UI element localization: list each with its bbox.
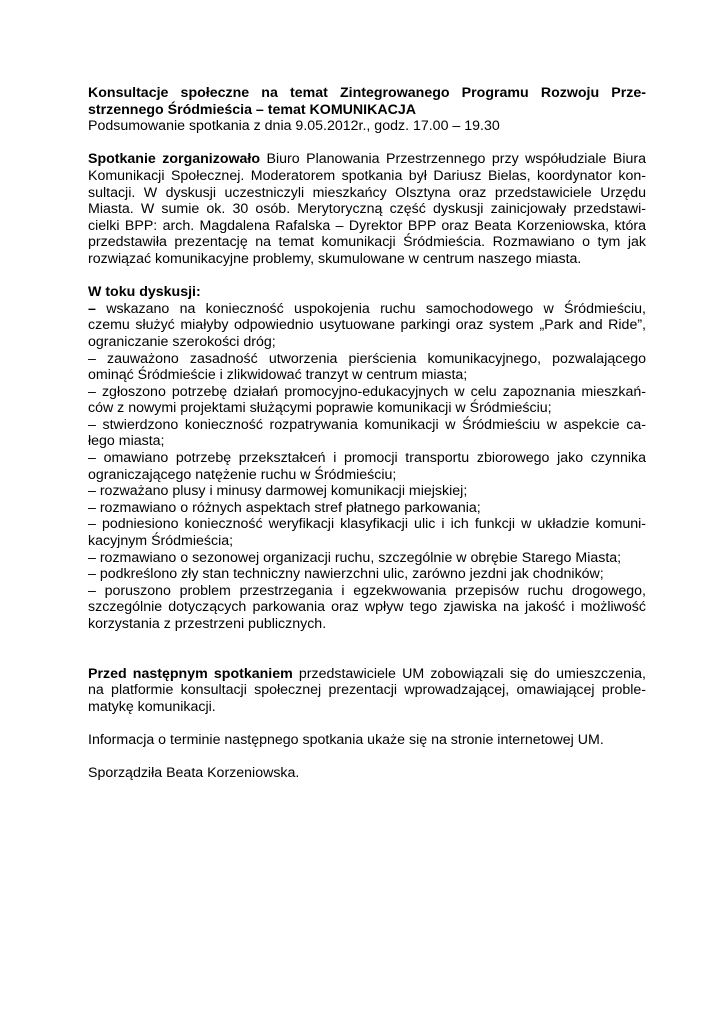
discussion-line-20: korzystania z przestrzeni publicznych.: [88, 616, 327, 632]
author-signature: Sporządziła Beata Korzeniowska.: [88, 765, 300, 782]
intro-paragraph: [88, 151, 646, 267]
discussion-line-1-text: wskazano na konieczność uspokojenia ruchu samochodowego w Śródmieściu,: [95, 300, 646, 317]
next-meeting-line-1-text: przedstawiciele UM zobowiązali się do umieszczenia,: [292, 665, 646, 682]
discussion-line-9: łego miasta;: [88, 433, 165, 450]
discussion-section: [88, 284, 646, 632]
discussion-line-1: [88, 301, 646, 318]
discussion-line-16: – rozmawiano o sezonowej organizacji ruchu, szczególnie w obrębie Starego Miasta;: [88, 549, 622, 566]
intro-line-1: [88, 151, 646, 168]
next-meeting-paragraph: [88, 666, 646, 716]
discussion-line-12: – rozważano plusy i minusy darmowej komunikacji miejskiej;: [88, 483, 468, 500]
next-meeting-line-2: na platformie konsultacji społecznej prezentacji wprowadzającej, omawiającej proble-: [88, 682, 646, 699]
title-line-1: Konsultacje społeczne na temat Zintegrowanego Programu Rozwoju Prze-: [88, 85, 646, 101]
discussion-line-6: – zgłoszono potrzebę działań promocyjno-edukacyjnych w celu zapoznania mieszkań-: [88, 383, 646, 400]
next-meeting-lead: Przed następnym spotkaniem: [88, 665, 293, 682]
discussion-line-15: kacyjnym Śródmieścia;: [88, 533, 234, 550]
document-title: [88, 85, 646, 135]
intro-line-3: sultacji. W dyskusji uczestniczyli mieszkańcy Olsztyna oraz przedstawiciele Urzędu: [88, 184, 646, 201]
discussion-line-19: szczególnie dotyczących parkowania oraz wpływ tego zjawiska na jakość i możliwość: [88, 599, 646, 616]
intro-line-6: przedstawiła prezentację na temat komunikacji Śródmieścia. Rozmawiano o tym jak: [88, 234, 646, 251]
document-body: [88, 85, 646, 782]
intro-lead: Spotkanie zorganizowało: [88, 151, 261, 168]
discussion-line-10: – omawiano potrzebę przekształceń i promocji transportu zbiorowego jako czynnika: [88, 450, 646, 467]
discussion-line-4: – zauważono zasadność utworzenia pierścienia komunikacyjnego, pozwalającego: [88, 350, 646, 367]
intro-line-4: Miasta. W sumie ok. 30 osób. Merytoryczną część dyskusji zainicjowały przedstawi-: [88, 201, 646, 218]
discussion-line-3: ograniczanie szerokości dróg;: [88, 333, 276, 350]
discussion-line-18: – poruszono problem przestrzegania i egzekwowania przepisów ruchu drogowego,: [88, 582, 646, 599]
discussion-line-11: ograniczającego natężenie ruchu w Śródmieściu;: [88, 466, 397, 483]
discussion-line-17: – podkreślono zły stan techniczny nawierzchni ulic, zarówno jezdni jak chodników;: [88, 566, 604, 583]
document-subtitle: Podsumowanie spotkania z dnia 9.05.2012r., godz. 17.00 – 19.30: [88, 118, 500, 135]
next-meeting-line-1: [88, 666, 646, 683]
intro-line-1-text: Biuro Planowania Przestrzennego przy współudziale Biura: [260, 151, 647, 168]
discussion-first-dash: –: [88, 300, 96, 317]
intro-line-7: rozwiązać komunikacyjne problemy, skumulowane w centrum naszego miasta.: [88, 250, 582, 267]
intro-line-2: Komunikacji Społecznej. Moderatorem spotkania był Dariusz Bielas, koordynator kon-: [88, 167, 646, 184]
intro-line-5: cielki BPP: arch. Magdalena Rafalska – Dyrektor BPP oraz Beata Korzeniowska, która: [88, 217, 646, 234]
next-meeting-line-3: matykę komunikacji.: [88, 698, 216, 715]
discussion-line-8: – stwierdzono konieczność rozpatrywania komunikacji w Śródmieściu w aspekcie ca-: [88, 416, 646, 433]
info-paragraph: Informacja o terminie następnego spotkania ukaże się na stronie internetowej UM.: [88, 731, 604, 748]
discussion-line-5: ominąć Śródmieście i zlikwidować tranzyt w centrum miasta;: [88, 367, 468, 384]
discussion-line-14: – podniesiono konieczność weryfikacji klasyfikacji ulic i ich funkcji w układzie komuni-: [88, 516, 646, 533]
discussion-line-13: – rozmawiano o różnych aspektach stref płatnego parkowania;: [88, 499, 481, 516]
discussion-line-7: ców z nowymi projektami służącymi poprawie komunikacji w Śródmieściu;: [88, 400, 552, 417]
title-line-2: strzennego Śródmieścia – temat KOMUNIKACJA: [88, 101, 416, 118]
discussion-line-2: czemu służyć miałyby odpowiednio usytuowane parkingi oraz system „Park and Ride”,: [88, 317, 646, 334]
discussion-heading: W toku dyskusji:: [88, 284, 201, 301]
